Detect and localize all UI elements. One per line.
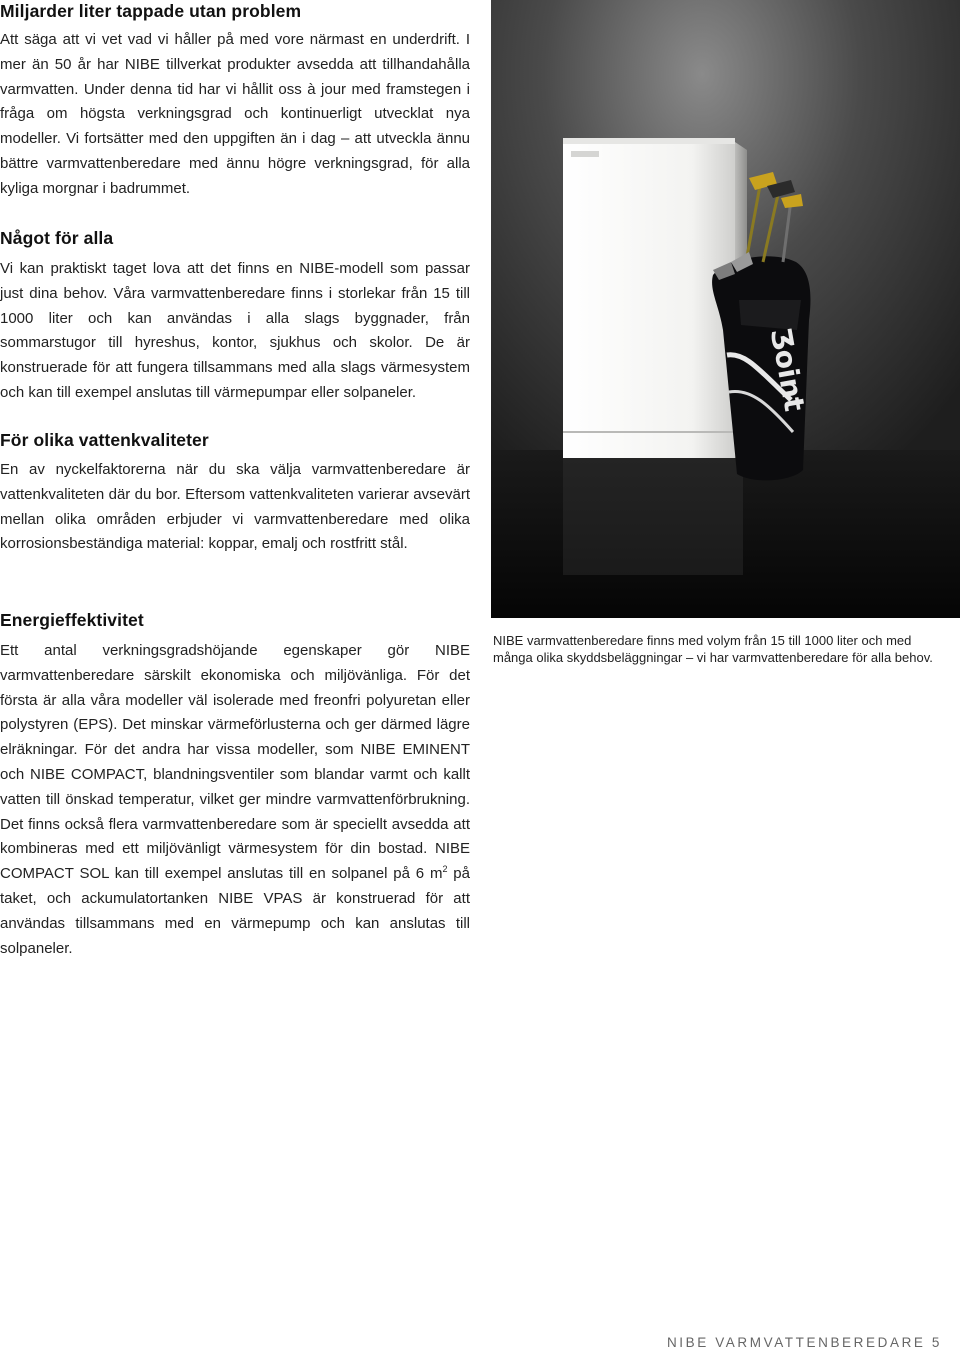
section-body-part-2: på taket, och ackumulatortanken NIBE VPAS är konstruerad för att användas tillsammans med en värmepump och kan anslutas till solpaneler.	[0, 865, 470, 957]
section-body: Vi kan praktiskt taget lova att det finns en NIBE-modell som passar just dina behov. Våra varmvattenberedare finns i storlekar från 15 till 1000 liter och kan användas i alla slags byggnader, från sommarstugor till hyreshus, kontor, sjukhus och skolor. De är konstruerade för att fungera tillsammans med alla slags värmesystem och kan till exempel anslutas till värmepumpar eller solpaneler.	[0, 260, 470, 401]
superscript: 2	[442, 864, 448, 875]
section-something-for-all	[0, 227, 470, 406]
section-heading: Miljarder liter tappade utan problem	[0, 1, 302, 21]
section-heading: För olika vattenkvaliteter	[0, 430, 209, 450]
product-photo	[491, 0, 960, 618]
section-heading: Energieffektivitet	[0, 610, 144, 630]
water-heater-front	[563, 142, 735, 458]
section-water-quality	[0, 429, 470, 557]
water-heater-golf-bag-illustration	[491, 0, 960, 618]
section-energy-efficiency	[0, 609, 470, 961]
section-intro	[0, 0, 470, 202]
footer-brand: NIBE VARMVATTENBEREDARE	[666, 1335, 926, 1350]
floor-reflection	[563, 455, 743, 575]
water-heater-top	[563, 138, 735, 144]
page-number: 5	[931, 1335, 942, 1350]
section-body-part-1: Ett antal verkningsgradshöjande egenskaper gör NIBE varmvattenberedare särskilt ekonomiska och miljövänliga. För det första är alla våra modeller väl isolerade med freonfri polyuretan eller polystyren (EPS). Det minskar värmeförlusterna och ger därmed lägre elräkningar. För det andra har vissa modeller, som NIBE EMINENT och NIBE COMPACT, blandningsventiler som blandar varmt och kallt vatten till önskad temperatur, vilket ger mindre varmvattenförbrukning. Det finns också flera varmvattenberedare som är speciellt avsedda att kombineras med ett miljövänligt värmesystem för din bostad. NIBE COMPACT SOL kan till exempel anslutas till en solpanel på 6 m	[0, 642, 470, 883]
photo-caption: NIBE varmvattenberedare finns med volym från 15 till 1000 liter och med många olika skyddsbeläggningar – vi har varmvattenberedare för alla behov.	[493, 633, 933, 665]
section-body: En av nyckelfaktorerna när du ska välja varmvattenberedare är vattenkvaliteten där du bor. Eftersom vattenkvaliteten varierar avsevärt mellan olika områden erbjuder vi varmvattenberedare med olika korrosionsbeständiga material: koppar, emalj och rostfritt stål.	[0, 461, 470, 553]
section-body	[0, 639, 470, 961]
section-heading: Något för alla	[0, 228, 114, 248]
page-footer	[667, 1335, 942, 1350]
section-body: Att säga att vi vet vad vi håller på med vore närmast en underdrift. I mer än 50 år har NIBE tillverkat produkter avsedda att tillhandahålla varmvatten. Under denna tid har vi hållit oss à jour med framstegen i fråga om högsta verkningsgrad och kontinuerligt utvecklat nya modeller. Vi fortsätter med den uppgiften än i dag – att utveckla ännu bättre varmvattenberedare med ännu högre verkningsgrad, för alla kyliga morgnar i badrummet.	[0, 31, 470, 197]
golf-bag-brand-mark: Ʒoint	[764, 325, 812, 414]
water-heater-logo	[571, 151, 599, 157]
